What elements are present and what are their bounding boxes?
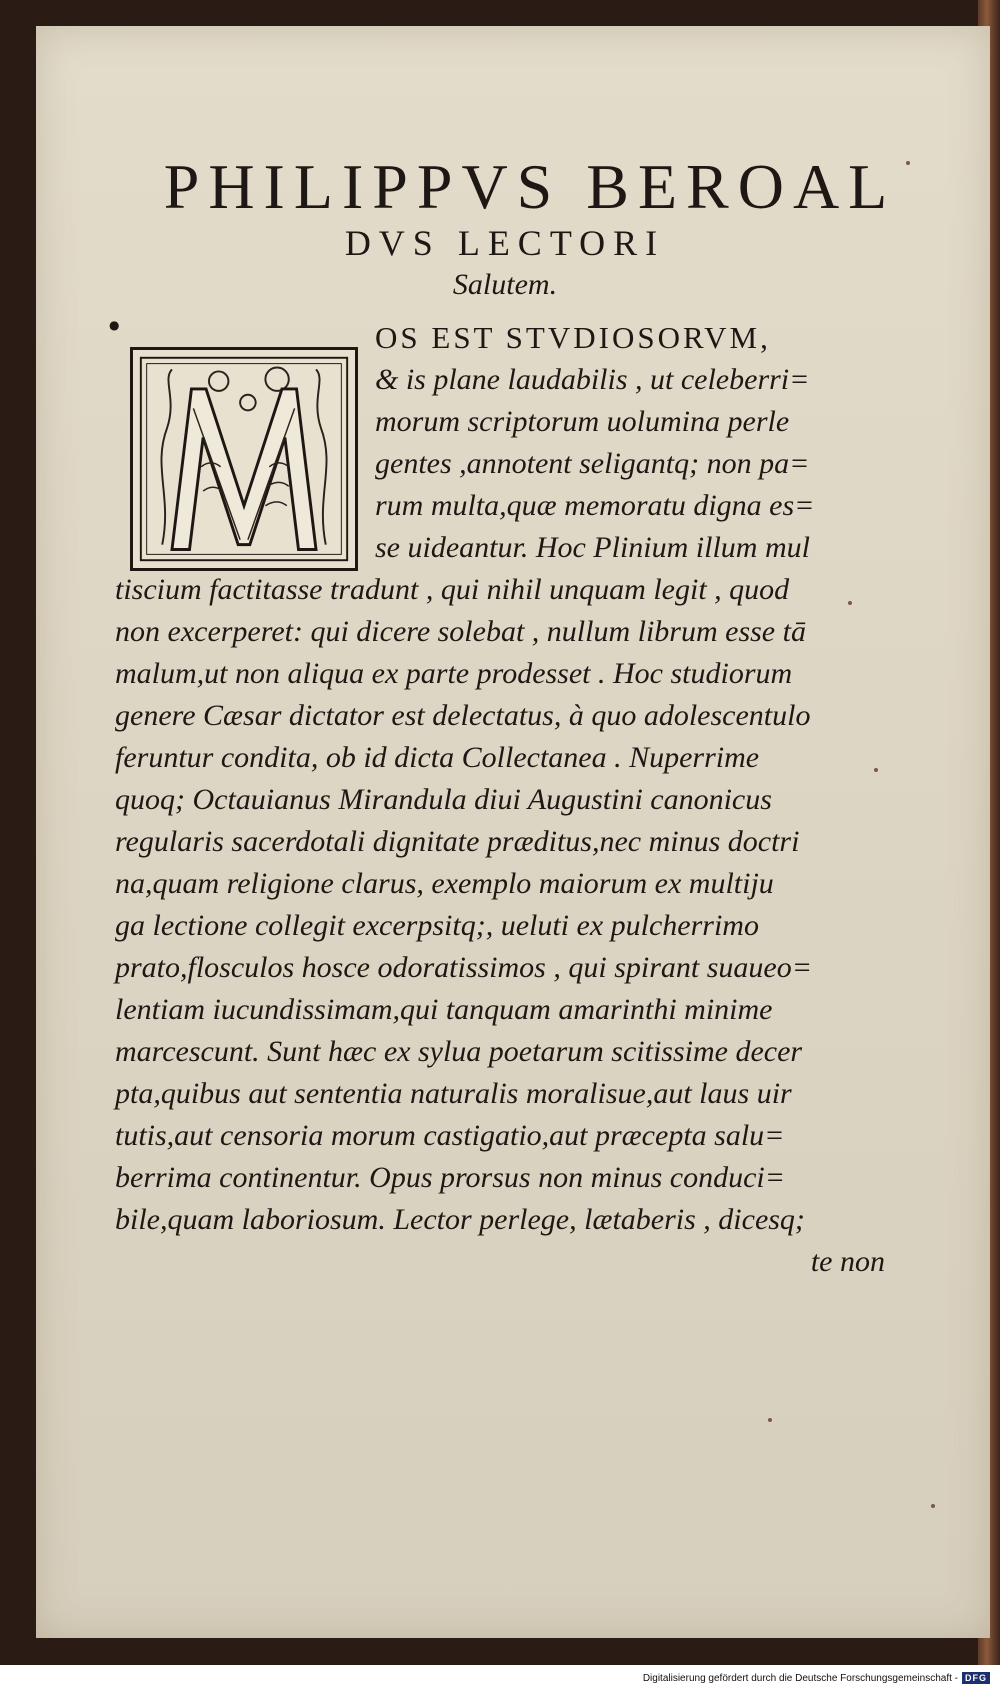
heading-author: PHILIPPVS BEROAL: [163, 151, 897, 222]
body-line: quoq; Octauianus Mirandula diui Augustini canonicus: [115, 783, 772, 816]
page-speck: [768, 1418, 772, 1422]
catchword: te non: [810, 1245, 885, 1278]
credit-text: Digitalisierung gefördert durch die Deutsche Forschungsgemeinschaft -: [642, 1672, 958, 1684]
dfg-logo: DFG: [962, 1672, 990, 1684]
body-line: ga lectione collegit excerpsitq;, ueluti ex pulcherrimo: [115, 909, 759, 942]
body-line: OS EST STVDIOSORVM,: [375, 320, 771, 355]
body-line: na,quam religione clarus, exemplo maiorum ex multiju: [115, 867, 774, 900]
decorated-initial: [130, 347, 358, 571]
page-speck: [874, 768, 878, 772]
body-line: genere Cæsar dictator est delectatus, à quo adolescentulo: [115, 699, 811, 732]
body-line: bile,quam laboriosum. Lector perlege, lætaberis , dicesq;: [115, 1203, 805, 1236]
body-line: lentiam iucundissimam,qui tanquam amarinthi minime: [115, 993, 773, 1026]
digitization-credit: [643, 1672, 990, 1684]
initial-m-ornament: [133, 350, 355, 568]
body-line: marcescunt. Sunt hæc ex sylua poetarum scitissime decer: [115, 1035, 803, 1068]
body-line: prato,flosculos hosce odoratissimos , qui spirant suaueo=: [115, 951, 812, 984]
body-line: non excerperet: qui dicere solebat , nullum librum esse tā: [115, 615, 806, 648]
page-speck: [931, 1504, 935, 1508]
body-line: rum multa,quæ memoratu digna es=: [375, 489, 815, 522]
body-line: morum scriptorum uolumina perle: [375, 405, 790, 438]
body-line: tutis,aut censoria morum castigatio,aut præcepta salu=: [115, 1119, 785, 1152]
body-line: malum,ut non aliqua ex parte prodesset . Hoc studiorum: [115, 657, 793, 690]
heading-salutation: Salutem.: [452, 268, 558, 301]
body-line: gentes ,annotent seligantq; non pa=: [375, 447, 810, 480]
body-line: se uideantur. Hoc Plinium illum mul: [375, 531, 810, 564]
body-line: regularis sacerdotali dignitate præditus,nec minus doctri: [115, 825, 800, 858]
body-line: feruntur condita, ob id dicta Collectanea . Nuperrime: [115, 741, 760, 774]
bullet-mark: ●: [109, 318, 120, 332]
heading-dedication: DVS LECTORI: [344, 223, 666, 263]
body-line: tiscium factitasse tradunt , qui nihil unquam legit , quod: [115, 573, 790, 606]
body-line: berrima continentur. Opus prorsus non minus conduci=: [115, 1161, 785, 1194]
body-line: pta,quibus aut sententia naturalis moralisue,aut laus uir: [115, 1077, 792, 1110]
page-speck: [848, 601, 852, 605]
body-line: & is plane laudabilis , ut celeberri=: [375, 363, 810, 396]
